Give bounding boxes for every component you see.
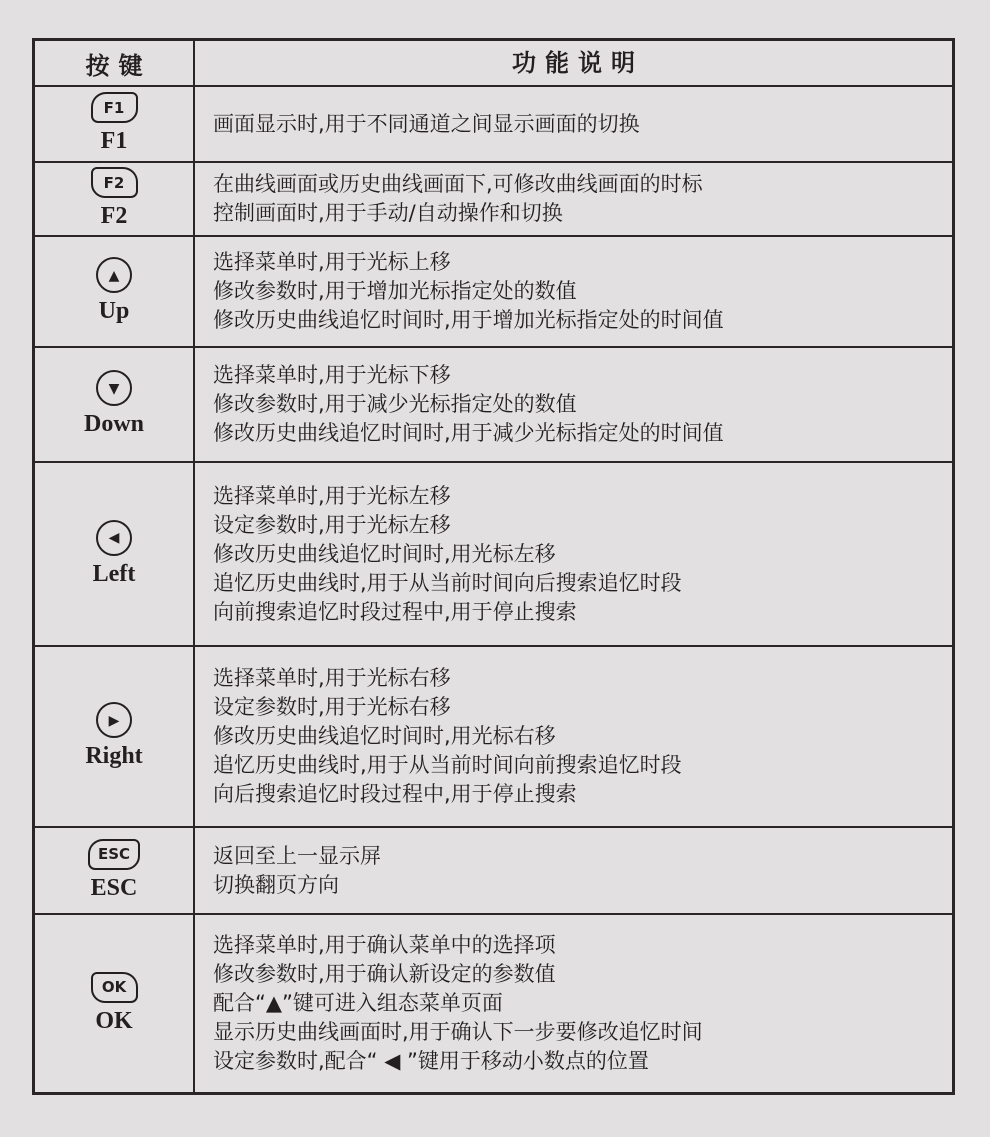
function-line: 修改参数时,用于确认新设定的参数值 — [213, 962, 556, 986]
function-description-cell — [195, 237, 952, 346]
key-name-label: Right — [85, 743, 143, 770]
ok-keycap-icon: OK — [91, 972, 138, 1003]
key-cell — [35, 915, 195, 1092]
function-line: 修改历史曲线追忆时间时,用光标右移 — [213, 724, 556, 748]
function-line: 修改历史曲线追忆时间时,用光标左移 — [213, 541, 556, 566]
key-name-label: Down — [83, 411, 144, 438]
function-line: 选择菜单时,用于光标下移 — [213, 363, 451, 387]
key-name-label: OK — [95, 1007, 133, 1034]
key-cell — [35, 647, 195, 826]
table-row — [35, 645, 952, 826]
function-line: 显示历史曲线画面时,用于确认下一步要修改追忆时间 — [213, 1020, 703, 1044]
f1-keycap-icon: F1 — [91, 92, 138, 123]
esc-keycap-icon: ESC — [88, 839, 140, 870]
table-row — [35, 161, 952, 235]
key-function-table — [32, 38, 955, 1095]
key-name-label: ESC — [90, 874, 138, 901]
f2-keycap-icon: F2 — [91, 167, 138, 198]
function-line: 设定参数时,用于光标右移 — [213, 695, 451, 719]
function-line: 选择菜单时,用于光标右移 — [213, 666, 451, 690]
table-row — [35, 85, 952, 161]
table-row — [35, 346, 952, 461]
function-description-cell — [195, 463, 952, 645]
function-line: 修改参数时,用于增加光标指定处的数值 — [213, 279, 577, 303]
table-row — [35, 235, 952, 346]
key-cell — [35, 163, 195, 235]
function-line: 画面显示时,用于不同通道之间显示画面的切换 — [213, 111, 640, 136]
header-key-column: 按键 — [35, 41, 195, 85]
key-cell — [35, 463, 195, 645]
function-line: 追忆历史曲线时,用于从当前时间向后搜索追忆时段 — [213, 570, 682, 595]
function-line: 修改历史曲线追忆时间时,用于减少光标指定处的时间值 — [213, 421, 724, 445]
left-arrow-key-icon: ◀ — [96, 520, 132, 556]
function-line: 向前搜索追忆时段过程中,用于停止搜索 — [213, 599, 577, 624]
function-line: 修改参数时,用于减少光标指定处的数值 — [213, 392, 577, 416]
function-line: 修改历史曲线追忆时间时,用于增加光标指定处的时间值 — [213, 308, 724, 332]
function-line: 切换翻页方向 — [213, 872, 339, 897]
function-description-cell — [195, 163, 952, 235]
table-header-row — [35, 41, 952, 85]
function-line: 追忆历史曲线时,用于从当前时间向前搜索追忆时段 — [213, 753, 682, 777]
key-name-label: Up — [98, 298, 130, 325]
table-row — [35, 913, 952, 1092]
function-description-cell — [195, 647, 952, 826]
function-line: 选择菜单时,用于光标左移 — [213, 483, 451, 508]
key-name-label: F2 — [100, 203, 128, 230]
function-description-cell — [195, 87, 952, 161]
table-row — [35, 826, 952, 913]
function-line: 设定参数时,用于光标左移 — [213, 512, 451, 537]
function-line: 在曲线画面或历史曲线画面下,可修改曲线画面的时标 — [213, 172, 703, 196]
function-description-cell — [195, 828, 952, 913]
function-line: 返回至上一显示屏 — [213, 843, 381, 868]
down-arrow-key-icon: ▼ — [96, 370, 132, 406]
table-row — [35, 461, 952, 645]
key-cell — [35, 348, 195, 461]
function-description-cell — [195, 348, 952, 461]
header-function-column: 功能说明 — [512, 48, 644, 77]
function-line: 设定参数时,配合“ ◀ ”键用于移动小数点的位置 — [213, 1049, 649, 1073]
key-cell — [35, 828, 195, 913]
key-cell — [35, 87, 195, 161]
key-cell — [35, 237, 195, 346]
key-name-label: F1 — [100, 128, 128, 155]
function-line: 选择菜单时,用于确认菜单中的选择项 — [213, 933, 556, 957]
function-line: 配合“▲”键可进入组态菜单页面 — [213, 991, 503, 1015]
up-arrow-key-icon: ▲ — [96, 257, 132, 293]
function-line: 选择菜单时,用于光标上移 — [213, 250, 451, 274]
function-line: 控制画面时,用于手动/自动操作和切换 — [213, 201, 563, 225]
function-description-cell — [195, 915, 952, 1092]
function-line: 向后搜索追忆时段过程中,用于停止搜索 — [213, 782, 577, 806]
key-name-label: Left — [92, 560, 136, 587]
right-arrow-key-icon: ▶ — [96, 702, 132, 738]
